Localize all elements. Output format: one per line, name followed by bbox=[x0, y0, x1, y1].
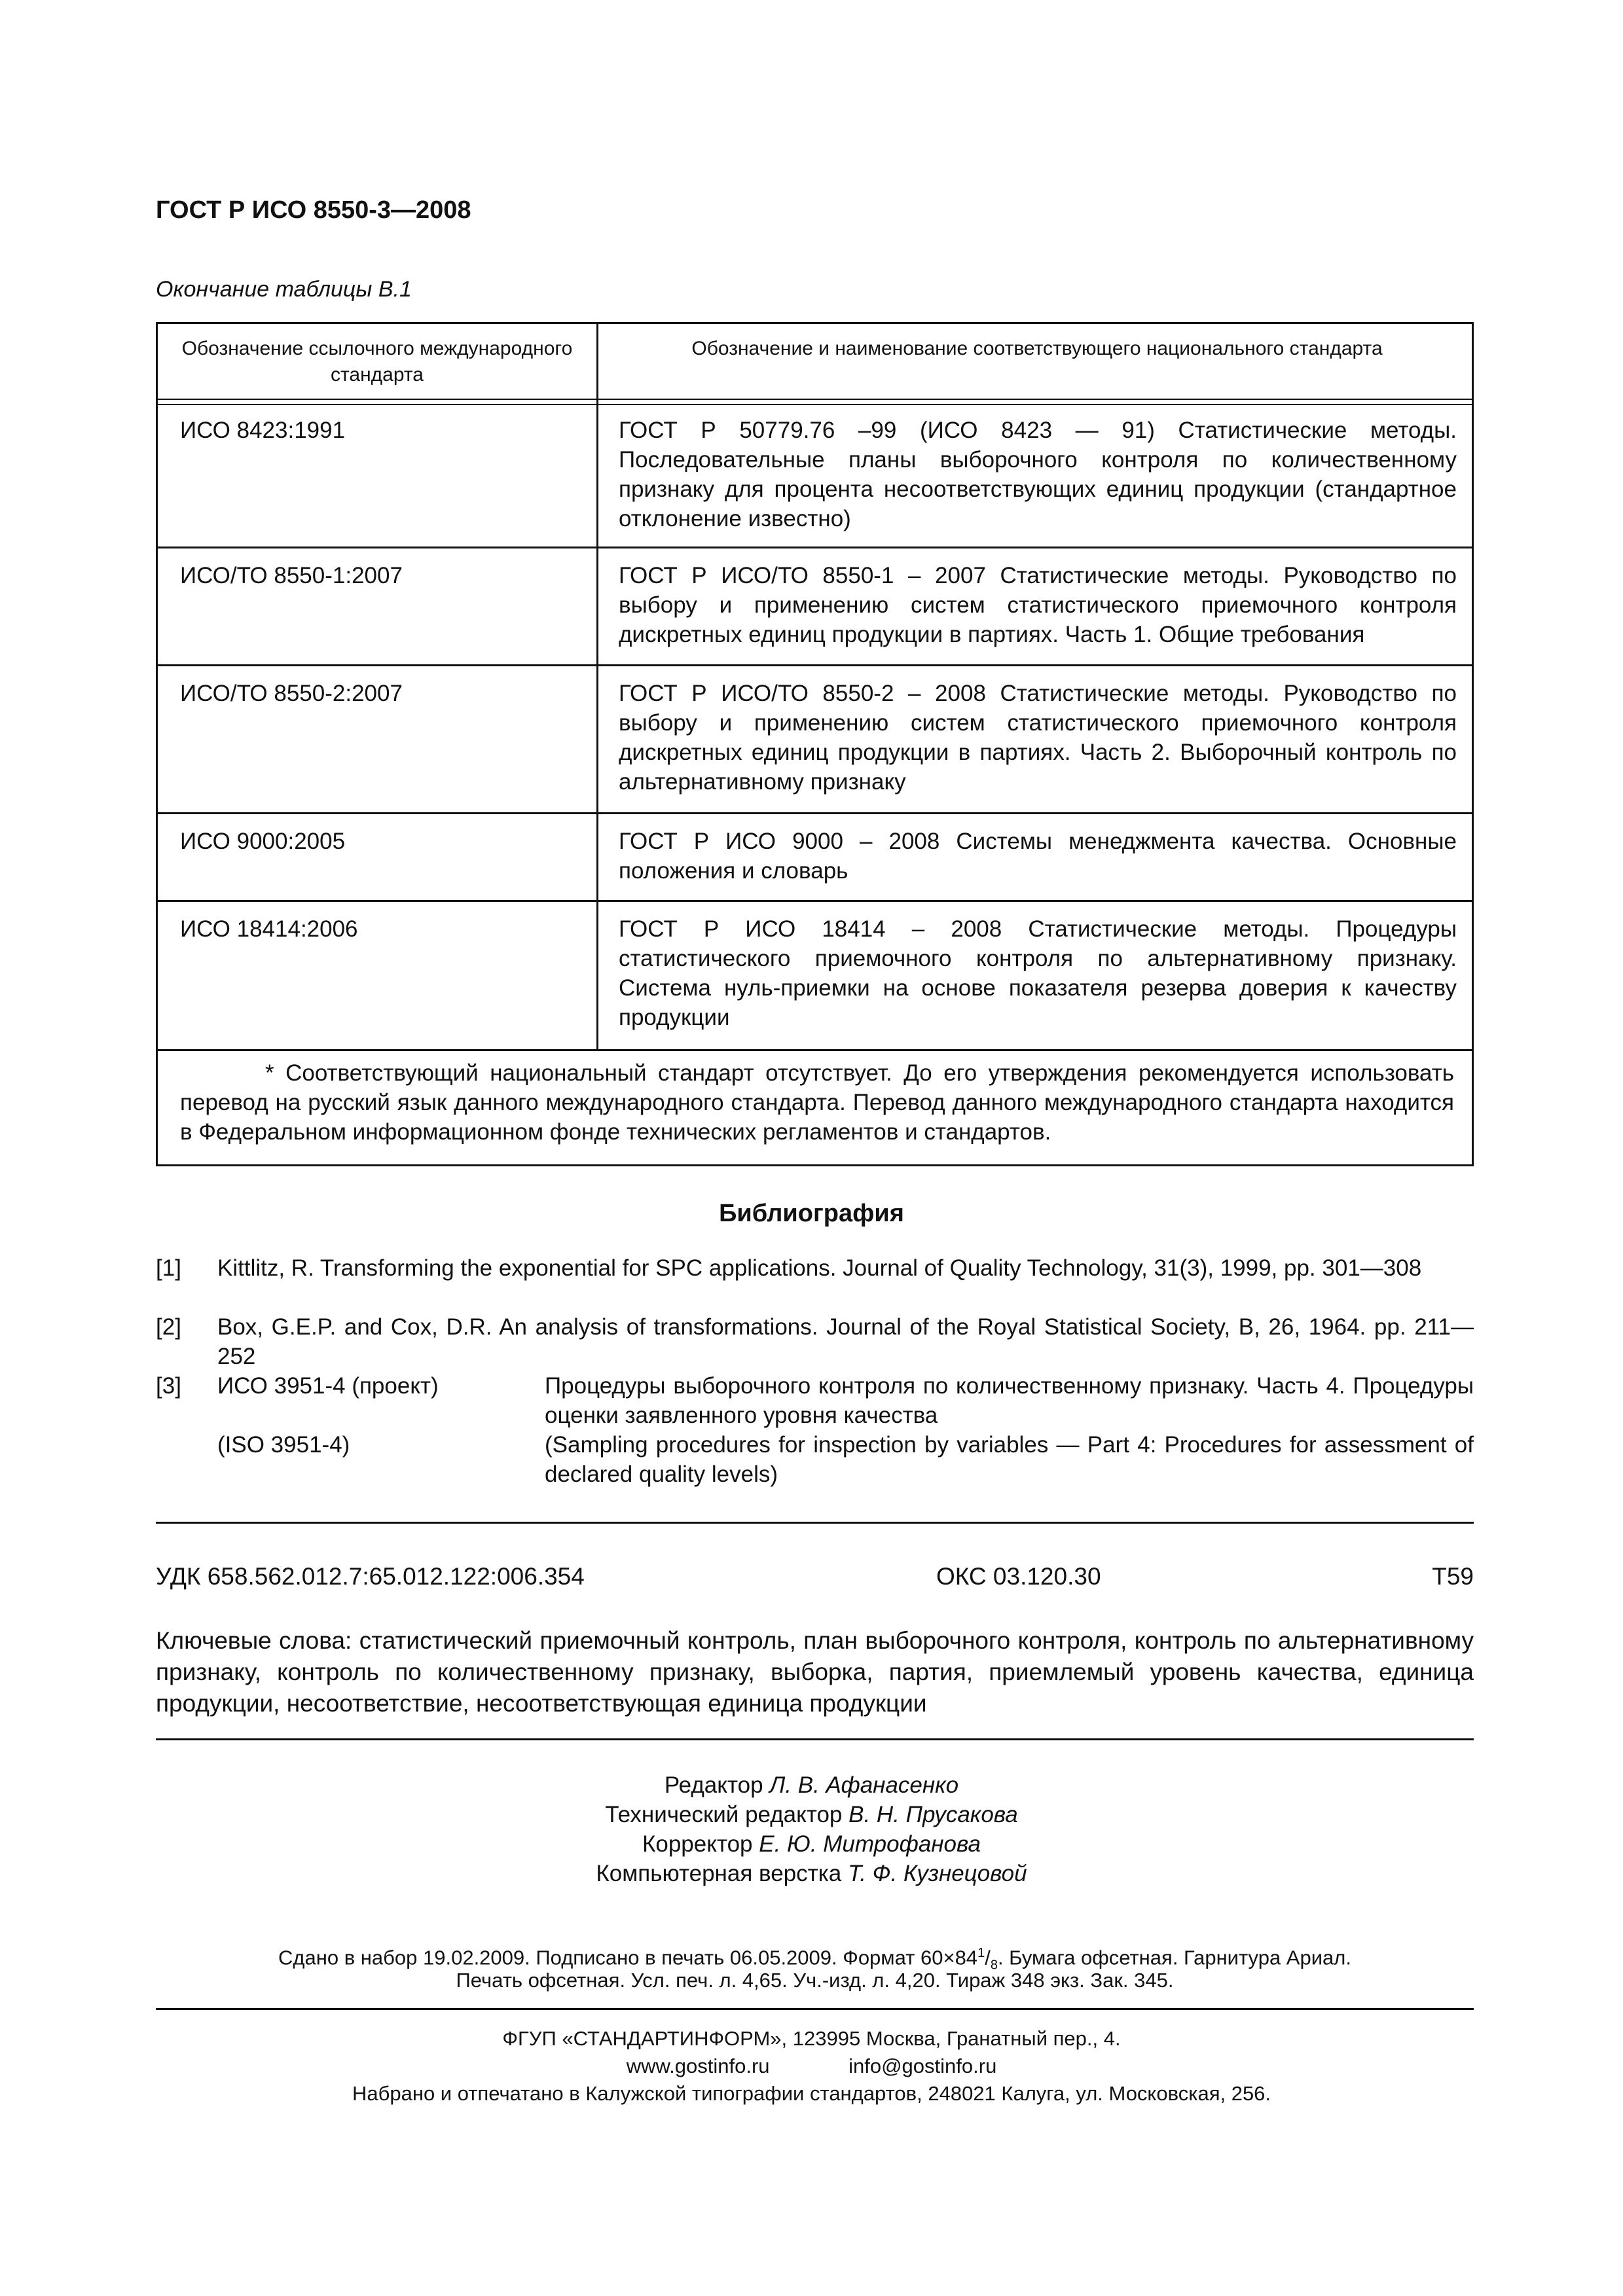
credit-name: Т. Ф. Кузнецовой bbox=[847, 1861, 1027, 1886]
credit-name: Е. Ю. Митрофанова bbox=[759, 1831, 981, 1857]
row-divider bbox=[158, 900, 1472, 902]
header-divider bbox=[158, 399, 1472, 400]
bib-entry: Box, G.E.P. and Cox, D.R. An analysis of transformations. Journal of the Royal Statistical Society, B, 26, 1964. pp. 211—252 bbox=[217, 1314, 1474, 1369]
credit-line bbox=[0, 1859, 1623, 1888]
credit-role: Корректор bbox=[642, 1831, 753, 1857]
publisher-website[interactable]: www.gostinfo.ru bbox=[626, 2054, 770, 2077]
print-info-text: Сдано в набор 19.02.2009. Подписано в печать 06.05.2009. Формат 60×84 bbox=[278, 1946, 978, 1969]
reference-table bbox=[156, 322, 1474, 1166]
publisher-email[interactable]: info@gostinfo.ru bbox=[848, 2054, 997, 2077]
credit-role: Редактор bbox=[664, 1772, 763, 1798]
bib-title-en: (Sampling procedures for inspection by variables — Part 4: Procedures for assessment of declared quality levels) bbox=[545, 1432, 1474, 1487]
divider bbox=[156, 1522, 1474, 1524]
table-footnote: * Соответствующий национальный стандарт отсутствует. До его утверждения рекомендуется использовать перевод на русский язык данного международного стандарта. Перевод данного международного стандарта находится в Федеральном информационном фонде технических регламентов и стандартов. bbox=[180, 1060, 1454, 1145]
print-info-line1: Сдано в набор 19.02.2009. Подписано в печать 06.05.2009. Формат $60\times 84^1/_8$. Бумага офсетная. Гарнитура Ариал. bbox=[278, 1946, 1351, 1973]
table-row-national: ГОСТ Р ИСО/ТО 8550-2 – 2008 Статистические методы. Руководство по выбору и применению систем статистического приемочного контроля дискретных единиц продукции в партиях. Часть 2. Выборочный контроль по альтернативному признаку bbox=[619, 681, 1457, 795]
print-info-line2: Печать офсетная. Усл. печ. л. 4,65. Уч.-изд. л. 4,20. Тираж 348 экз. Зак. 345. bbox=[456, 1969, 1174, 1992]
table-row-ref: ИСО/ТО 8550-1:2007 bbox=[180, 563, 403, 588]
table-row-national: ГОСТ Р ИСО/ТО 8550-1 – 2007 Статистические методы. Руководство по выбору и применению систем статистического приемочного контроля дискретных единиц продукции в партиях. Часть 1. Общие требования bbox=[619, 563, 1457, 647]
format-numerator: 1 bbox=[977, 1946, 985, 1960]
credit-name: В. Н. Прусакова bbox=[848, 1802, 1018, 1827]
credit-line bbox=[0, 1829, 1623, 1859]
col2-header: Обозначение и наименование соответствующего национального стандарта bbox=[691, 338, 1383, 359]
credit-line bbox=[0, 1800, 1623, 1829]
oks-code: ОКС 03.120.30 bbox=[936, 1563, 1101, 1590]
bibliography-title: Библиография bbox=[719, 1200, 904, 1227]
table-row-ref: ИСО 18414:2006 bbox=[180, 916, 358, 942]
keywords: Ключевые слова: статистический приемочный контроль, план выборочного контроля, контроль по альтернативному признаку, контроль по количественному признаку, выборка, партия, приемлемый уровень качества, единица продукции, несоответствие, несоответствующая единица продукции bbox=[156, 1627, 1474, 1717]
row-divider bbox=[158, 664, 1472, 666]
udk-code: УДК 658.562.012.7:65.012.122:006.354 bbox=[156, 1563, 585, 1590]
table-row-ref: ИСО/ТО 8550-2:2007 bbox=[180, 681, 403, 706]
bib-ref: ИСО 3951-4 (проект) bbox=[217, 1373, 439, 1399]
table-row-ref: ИСО 8423:1991 bbox=[180, 418, 346, 443]
classification-code: Т59 bbox=[1432, 1563, 1474, 1590]
table-row-ref: ИСО 9000:2005 bbox=[180, 829, 346, 854]
table-row-national: ГОСТ Р 50779.76 –99 (ИСО 8423 — 91) Статистические методы. Последовательные планы выборочного контроля по количественному признаку для процента несоответствующих единиц продукции (стандартное отклонение известно) bbox=[619, 418, 1457, 531]
document-header: ГОСТ Р ИСО 8550-3—2008 bbox=[156, 196, 471, 224]
bib-entry: Kittlitz, R. Transforming the exponential for SPC applications. Journal of Quality Technology, 31(3), 1999, pp. 301—308 bbox=[217, 1255, 1422, 1281]
printer-info: Набрано и отпечатано в Калужской типографии стандартов, 248021 Калуга, ул. Московская, 256. bbox=[352, 2082, 1271, 2105]
row-divider bbox=[158, 547, 1472, 548]
column-divider bbox=[596, 324, 598, 1049]
bib-number: [2] bbox=[156, 1314, 181, 1340]
divider bbox=[156, 1738, 1474, 1740]
table-caption: Окончание таблицы В.1 bbox=[156, 277, 412, 302]
format-denominator: 8 bbox=[990, 1958, 998, 1973]
bib-ref-en: (ISO 3951-4) bbox=[217, 1432, 350, 1458]
row-divider bbox=[158, 812, 1472, 814]
publisher-address: ФГУП «СТАНДАРТИНФОРМ», 123995 Москва, Гранатный пер., 4. bbox=[502, 2027, 1121, 2050]
bib-title: Процедуры выборочного контроля по количественному признаку. Часть 4. Процедуры оценки заявленного уровня качества bbox=[545, 1373, 1474, 1428]
footnote-divider bbox=[158, 1049, 1472, 1051]
credit-name: Л. В. Афанасенко bbox=[769, 1772, 959, 1798]
header-divider bbox=[158, 404, 1472, 405]
credit-role: Технический редактор bbox=[605, 1802, 843, 1827]
col1-header: Обозначение ссылочного международного стандарта bbox=[181, 338, 573, 386]
bib-number: [1] bbox=[156, 1255, 181, 1281]
publisher-contacts bbox=[0, 2053, 1623, 2080]
table-row-national: ГОСТ Р ИСО 9000 – 2008 Системы менеджмента качества. Основные положения и словарь bbox=[619, 829, 1457, 884]
credit-line bbox=[0, 1770, 1623, 1800]
divider bbox=[156, 2008, 1474, 2010]
credit-role: Компьютерная верстка bbox=[596, 1861, 842, 1886]
print-info-text: . Бумага офсетная. Гарнитура Ариал. bbox=[997, 1946, 1351, 1969]
table-row-national: ГОСТ Р ИСО 18414 – 2008 Статистические методы. Процедуры статистического приемочного контроля по альтернативному признаку. Система нуль-приемки на основе показателя резерва доверия к качеству продукции bbox=[619, 916, 1457, 1030]
bib-number: [3] bbox=[156, 1373, 181, 1399]
